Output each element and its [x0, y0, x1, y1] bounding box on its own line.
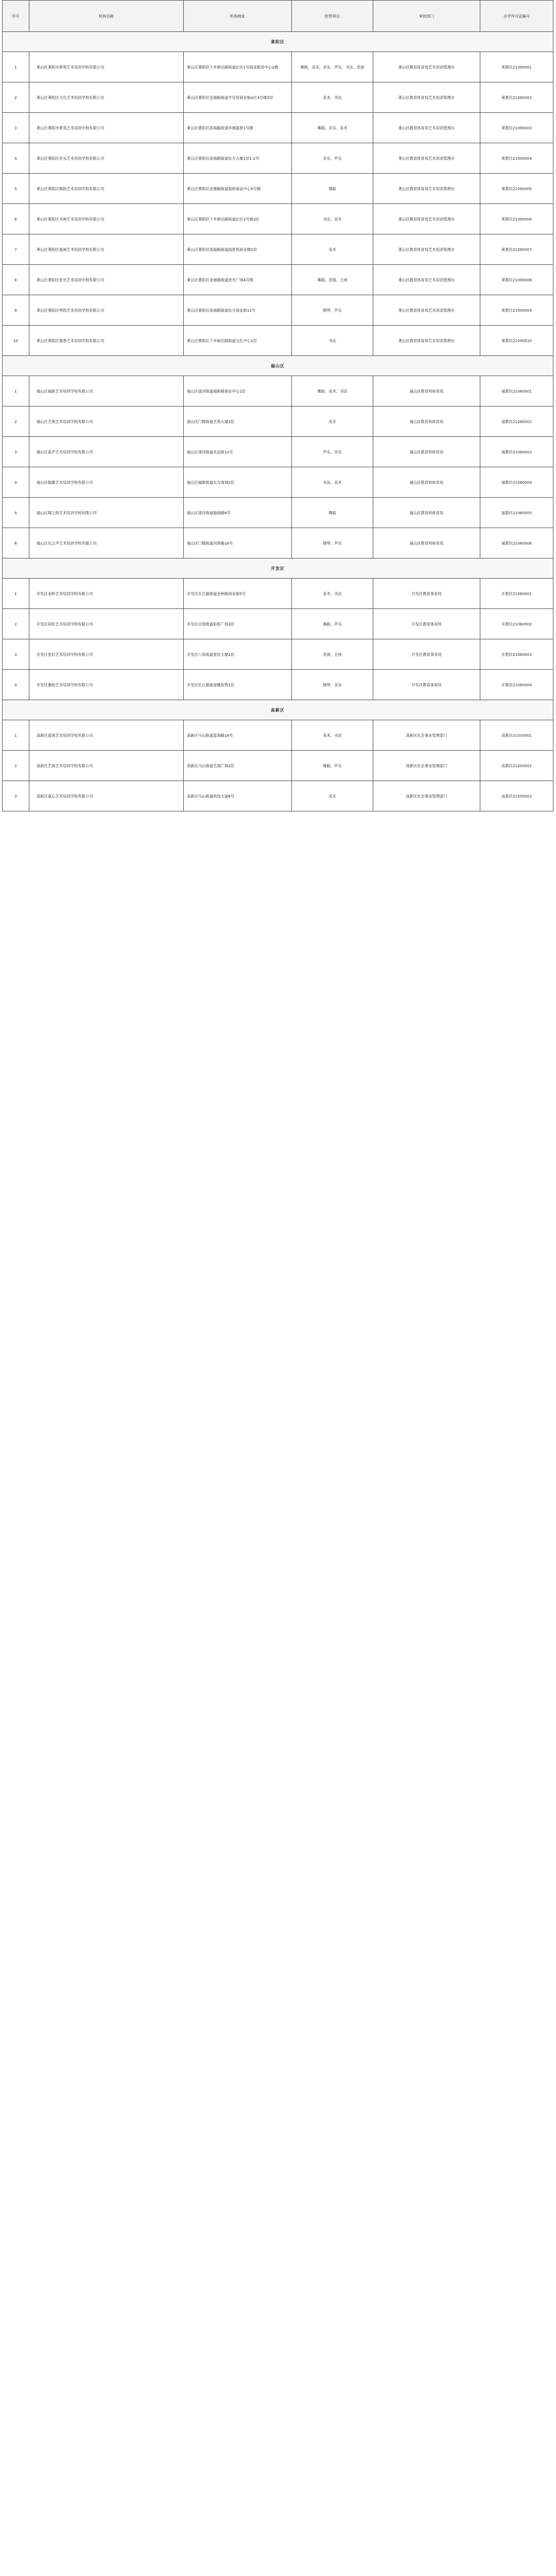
row-no: 4: [3, 143, 29, 174]
row-name: 莱山区莱阳区琴韵艺术培训学校有限公司: [29, 295, 184, 326]
table-row: [3, 406, 553, 437]
row-address: 莱山区莱阳区滨海路街道东方大厦1层1-2号: [184, 143, 292, 174]
row-address: 莱山区莱阳区下乡新区路街道社区2号楼3层: [184, 204, 292, 234]
row-name: 开发区雅韵艺术培训学校有限公司: [29, 670, 184, 700]
row-department: 高新区社会事业管理部门: [373, 751, 480, 781]
table-row: [3, 204, 553, 234]
row-name: 莱山区莱阳区童画艺术培训学校有限公司: [29, 234, 184, 265]
table-row: [3, 437, 553, 467]
row-department: 莱山区教育体育局艺术培训管理办: [373, 326, 480, 356]
row-code: 福教民21080005: [480, 498, 553, 528]
row-project: 书法: [292, 326, 373, 356]
table-row: [3, 467, 553, 498]
row-no: 6: [3, 528, 29, 558]
row-project: 舞蹈、表演、主持: [292, 265, 373, 295]
row-project: 钢琴、声乐: [292, 528, 373, 558]
row-project: 美术: [292, 234, 373, 265]
table-header-row: [3, 1, 553, 32]
row-no: 1: [3, 720, 29, 751]
row-code: 莱教民21090007: [480, 234, 553, 265]
section-title: 莱阳区: [3, 32, 553, 52]
row-address: 莱山区莱阳区金港路街道平安府商业街A区3号楼2层: [184, 82, 292, 113]
row-name: 莱山区莱阳区星光艺术培训学校有限公司: [29, 265, 184, 295]
row-name: 莱山区莱阳区舞韵艺术培训学校有限公司: [29, 174, 184, 204]
row-name: 莱山区莱阳区文化艺术培训学校有限公司: [29, 82, 184, 113]
row-project: 声乐、音乐: [292, 437, 373, 467]
row-no: 10: [3, 326, 29, 356]
table-row: [3, 174, 553, 204]
row-address: 福山区清洋街道福海路8号: [184, 498, 292, 528]
row-department: 福山区教育和体育局: [373, 528, 480, 558]
row-project: 钢琴、声乐: [292, 295, 373, 326]
table-row: [3, 82, 553, 113]
row-project: 舞蹈、美术、音乐、声乐、书法、表演: [292, 52, 373, 82]
row-no: 6: [3, 204, 29, 234]
row-department: 开发区教育体育局: [373, 579, 480, 609]
table-row: [3, 376, 553, 406]
row-code: 莱教民21090006: [480, 204, 553, 234]
row-code: 开教民21060004: [480, 670, 553, 700]
row-department: 开发区教育体育局: [373, 639, 480, 670]
row-no: 5: [3, 498, 29, 528]
row-address: 高新区马山街道科技大道6号: [184, 781, 292, 811]
row-name: 高新区蓝海艺术培训学校有限公司: [29, 720, 184, 751]
row-name: 高新区艺海艺术培训学校有限公司: [29, 751, 184, 781]
row-code: 莱教民21090001: [480, 52, 553, 82]
row-no: 3: [3, 639, 29, 670]
row-department: 莱山区教育体育局艺术培训管理办: [373, 295, 480, 326]
row-address: 开发区古现街道彩虹广场3层: [184, 609, 292, 639]
section-row: [3, 32, 553, 52]
row-name: 莱山区莱阳市菁英艺术培训学校有限公司: [29, 113, 184, 143]
row-project: 舞蹈: [292, 174, 373, 204]
row-name: 莱山区莱阳市翠苑艺术培训学校有限公司: [29, 52, 184, 82]
row-name: 莱山区莱阳区书画艺术培训学校有限公司: [29, 204, 184, 234]
table-row: [3, 143, 553, 174]
row-address: 福山区清洋街道永达街12号: [184, 437, 292, 467]
row-department: 高新区社会事业管理部门: [373, 781, 480, 811]
row-code: 莱教民21090008: [480, 265, 553, 295]
row-project: 美术、书法: [292, 579, 373, 609]
row-code: 开教民21060003: [480, 639, 553, 670]
row-code: 福教民21080004: [480, 467, 553, 498]
row-code: 莱教民21090003: [480, 113, 553, 143]
header-department: 审批部门: [373, 1, 480, 32]
row-project: 书法、美术: [292, 204, 373, 234]
row-project: 书法、美术: [292, 467, 373, 498]
row-code: 福教民21080006: [480, 528, 553, 558]
row-address: 莱山区莱阳区滨海路街道海景苑商业楼2层: [184, 234, 292, 265]
row-department: 莱山区教育体育局艺术培训管理办: [373, 143, 480, 174]
institution-table: [2, 0, 553, 811]
row-name: 高新区童心艺术培训学校有限公司: [29, 781, 184, 811]
row-name: 福山区舞之韵艺术培训学校有限公司: [29, 498, 184, 528]
table-row: [3, 113, 553, 143]
row-code: 莱教民21090002: [480, 82, 553, 113]
row-department: 福山区教育和体育局: [373, 406, 480, 437]
table-row: [3, 639, 553, 670]
row-name: 莱山区莱阳区墨香艺术培训学校有限公司: [29, 326, 184, 356]
row-address: 莱山区莱阳区下乡新区路街道社区1号商业服务中心2楼: [184, 52, 292, 82]
section-row: [3, 356, 553, 376]
row-code: 福教民21080003: [480, 437, 553, 467]
row-code: 莱教民21090005: [480, 174, 553, 204]
row-project: 美术: [292, 781, 373, 811]
table-row: [3, 528, 553, 558]
row-project: 美术、书法: [292, 82, 373, 113]
row-address: 开发区长江路街道雅韵苑1层: [184, 670, 292, 700]
section-row: [3, 700, 553, 720]
row-name: 开发区星辰艺术培训学校有限公司: [29, 639, 184, 670]
header-code: 办学许可证编号: [480, 1, 553, 32]
row-project: 音乐、声乐: [292, 143, 373, 174]
row-address: 莱山区莱阳区金港路街道星光广场4号楼: [184, 265, 292, 295]
row-address: 福山区门楼街道河滨路16号: [184, 528, 292, 558]
row-project: 舞蹈、美术、书法: [292, 376, 373, 406]
row-no: 2: [3, 609, 29, 639]
section-title: 开发区: [3, 558, 553, 579]
row-department: 福山区教育和体育局: [373, 498, 480, 528]
row-name: 福山区艺苑艺术培训学校有限公司: [29, 406, 184, 437]
row-name: 开发区彩虹艺术培训学校有限公司: [29, 609, 184, 639]
row-no: 7: [3, 234, 29, 265]
header-project: 经营项目: [292, 1, 373, 32]
row-project: 舞蹈、声乐: [292, 751, 373, 781]
row-department: 福山区教育和体育局: [373, 467, 480, 498]
row-no: 1: [3, 52, 29, 82]
row-code: 福教民21080002: [480, 406, 553, 437]
row-department: 莱山区教育体育局艺术培训管理办: [373, 113, 480, 143]
table-row: [3, 295, 553, 326]
table-row: [3, 670, 553, 700]
row-address: 高新区马山街道艺海广场2层: [184, 751, 292, 781]
table-row: [3, 751, 553, 781]
row-address: 莱山区莱阳区下乡新区路街道文化中心1层: [184, 326, 292, 356]
row-no: 3: [3, 781, 29, 811]
row-department: 开发区教育体育局: [373, 670, 480, 700]
row-no: 2: [3, 751, 29, 781]
table-row: [3, 781, 553, 811]
row-address: 莱山区莱阳区滨海路街道东方商业街12号: [184, 295, 292, 326]
row-department: 福山区教育和体育局: [373, 437, 480, 467]
row-no: 2: [3, 82, 29, 113]
row-code: 福教民21080001: [480, 376, 553, 406]
row-department: 莱山区教育体育局艺术培训管理办: [373, 82, 480, 113]
table-row: [3, 326, 553, 356]
row-address: 福山区清洋街道福新路商业中心2层: [184, 376, 292, 406]
row-project: 舞蹈、声乐: [292, 609, 373, 639]
row-department: 莱山区教育体育局艺术培训管理办: [373, 204, 480, 234]
row-code: 高教民21050003: [480, 781, 553, 811]
row-no: 3: [3, 113, 29, 143]
table-row: [3, 265, 553, 295]
table-row: [3, 234, 553, 265]
row-name: 莱山区莱阳区音乐艺术培训学校有限公司: [29, 143, 184, 174]
row-name: 开发区金桥艺术培训学校有限公司: [29, 579, 184, 609]
table-row: [3, 579, 553, 609]
table-body: [3, 32, 553, 811]
row-address: 莱山区莱阳区滨海路街道华城盛景1号楼: [184, 113, 292, 143]
table-row: [3, 609, 553, 639]
row-code: 开教民21060001: [480, 579, 553, 609]
row-code: 莱教民21090004: [480, 143, 553, 174]
table-row: [3, 498, 553, 528]
row-no: 3: [3, 437, 29, 467]
row-code: 高教民21050002: [480, 751, 553, 781]
row-code: 莱教民21090010: [480, 326, 553, 356]
row-address: 开发区长江路街道金桥路商业街5号: [184, 579, 292, 609]
row-no: 8: [3, 265, 29, 295]
table-row: [3, 52, 553, 82]
row-code: 莱教民21090009: [480, 295, 553, 326]
row-department: 开发区教育体育局: [373, 609, 480, 639]
section-title: 福山区: [3, 356, 553, 376]
row-name: 福山区福新艺术培训学校有限公司: [29, 376, 184, 406]
row-department: 莱山区教育体育局艺术培训管理办: [373, 234, 480, 265]
row-project: 美术: [292, 406, 373, 437]
header-address: 机构地址: [184, 1, 292, 32]
row-department: 高新区社会事业管理部门: [373, 720, 480, 751]
row-address: 开发区八角街道星辰大厦2层: [184, 639, 292, 670]
row-department: 莱山区教育体育局艺术培训管理办: [373, 265, 480, 295]
row-no: 1: [3, 376, 29, 406]
row-address: 高新区马山街道蓝海路18号: [184, 720, 292, 751]
section-title: 高新区: [3, 700, 553, 720]
row-address: 福山区门楼街道艺苑大厦3层: [184, 406, 292, 437]
row-project: 美术、书法: [292, 720, 373, 751]
row-code: 开教民21060002: [480, 609, 553, 639]
row-no: 4: [3, 467, 29, 498]
row-project: 舞蹈: [292, 498, 373, 528]
row-no: 9: [3, 295, 29, 326]
row-name: 福山区乐之声艺术培训学校有限公司: [29, 528, 184, 558]
row-no: 1: [3, 579, 29, 609]
row-no: 2: [3, 406, 29, 437]
row-project: 钢琴、音乐: [292, 670, 373, 700]
row-project: 表演、主持: [292, 639, 373, 670]
section-row: [3, 558, 553, 579]
row-project: 舞蹈、音乐、美术: [292, 113, 373, 143]
table-row: [3, 720, 553, 751]
row-department: 莱山区教育体育局艺术培训管理办: [373, 52, 480, 82]
row-department: 福山区教育和体育局: [373, 376, 480, 406]
header-no: 序号: [3, 1, 29, 32]
row-address: 莱山区莱阳区金港路街道泰和商业中心5号楼: [184, 174, 292, 204]
row-no: 4: [3, 670, 29, 700]
row-address: 福山区福新街道东方商城2层: [184, 467, 292, 498]
row-no: 5: [3, 174, 29, 204]
row-code: 高教民21050001: [480, 720, 553, 751]
row-name: 福山区童声艺术培训学校有限公司: [29, 437, 184, 467]
header-name: 机构名称: [29, 1, 184, 32]
row-department: 莱山区教育体育局艺术培训管理办: [373, 174, 480, 204]
row-name: 福山区翰墨艺术培训学校有限公司: [29, 467, 184, 498]
